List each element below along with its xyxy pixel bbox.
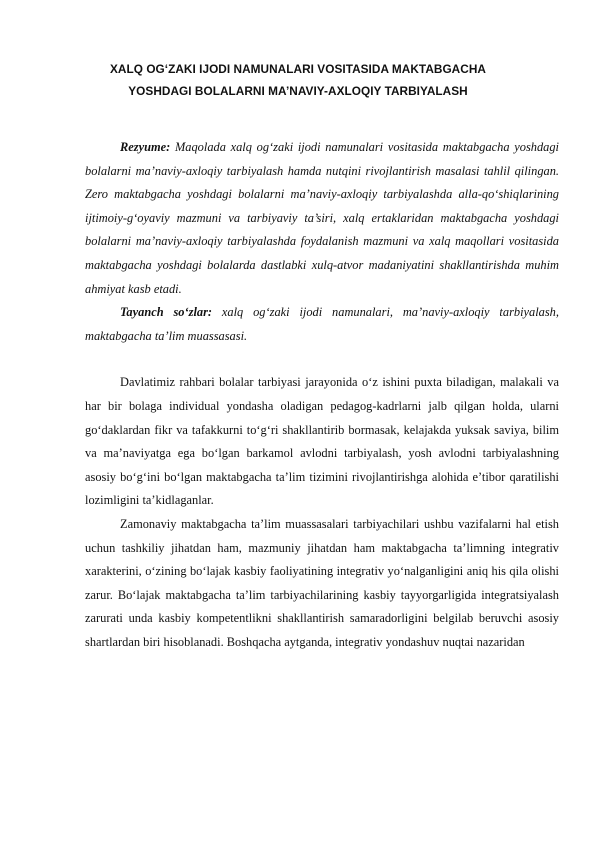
abstract-text: Maqolada xalq og‘zaki ijodi namunalari vositasida maktabgacha yoshdagi bolalarni ma’naviy-axloqiy tarbiyalash hamda nutqini rivojlantirish masalasi tahlil qilingan. Zero maktabgacha yoshdagi bolalarni ma’naviy-axloqiy tarbiyalashda alla-qo‘shiqlarining ijtimoiy-g‘oyaviy mazmuni va tarbiyaviy ta’siri, xalq ertaklaridan maktabgacha yoshdagi bolalarni ma’naviy-axloqiy tarbiyalashda foydalanish mazmuni va xalq maqollari vositasida maktabgacha yoshdagi bolalarda dastlabki xulq-atvor madaniyatini shakllantirishda muhim ahmiyat kasb etadi. <box>85 140 559 296</box>
body-paragraph-2: Zamonaviy maktabgacha ta’lim muassasalari tarbiyachilari ushbu vazifalarni hal etish uchun tashkiliy jihatdan ham, mazmuniy jihatdan ham maktabgacha ta’limning integrativ xarakterini, o‘zining bo‘lajak kasbiy faoliyatining integrativ yo‘nalganligini aniq his qila olishi zarur. Bo‘lajak maktabgacha ta’lim tarbiyachilarining kasbiy tayyorgarligida integratsiyalash zarurati unda kasbiy kompetentlikni shakllantirish samaradorligini belgilab beruvchi asosiy shartlardan biri hisoblanadi. Boshqacha aytganda, integrativ yondashuv nuqtai nazaridan <box>85 516 559 649</box>
article-title <box>70 58 526 102</box>
article-body <box>85 136 559 654</box>
keywords-paragraph <box>85 301 559 348</box>
keywords-text: xalq og‘zaki ijodi namunalari, ma’naviy-axloqiy tarbiyalash, maktabgacha ta’lim muassasasi. <box>85 305 559 343</box>
section-gap <box>85 348 559 371</box>
abstract-label: Rezyume: <box>120 140 171 154</box>
title-line-2: YOSHDAGI BOLALARNI MA’NAVIY-AXLOQIY TARBIYALASH <box>128 84 468 98</box>
body-paragraph-1: Davlatimiz rahbari bolalar tarbiyasi jarayonida o‘z ishini puxta biladigan, malakali va har bir bolaga individual yondasha oladigan pedagog-kadrlarni jalb qilgan holda, ularni go‘daklardan fikr va tafakkurni to‘g‘ri shakllantirib bormasak, kelajakda yuksak saviya, bilim va ma’naviyatga ega bo‘lgan barkamol avlodni tarbiyalash, yosh avlodni tarbiyalashning asosiy bo‘g‘ini bo‘lgan maktabgacha ta’lim tizimini rivojlantirishga alohida e’tibor qaratilishi lozimligini ta’kidlaganlar. <box>85 375 559 508</box>
keywords-label: Tayanch so‘zlar: <box>120 305 213 320</box>
title-line-1: XALQ OG‘ZAKI IJODI NAMUNALARI VOSITASIDA MAKTABGACHA <box>110 62 486 76</box>
abstract-paragraph <box>85 136 559 301</box>
